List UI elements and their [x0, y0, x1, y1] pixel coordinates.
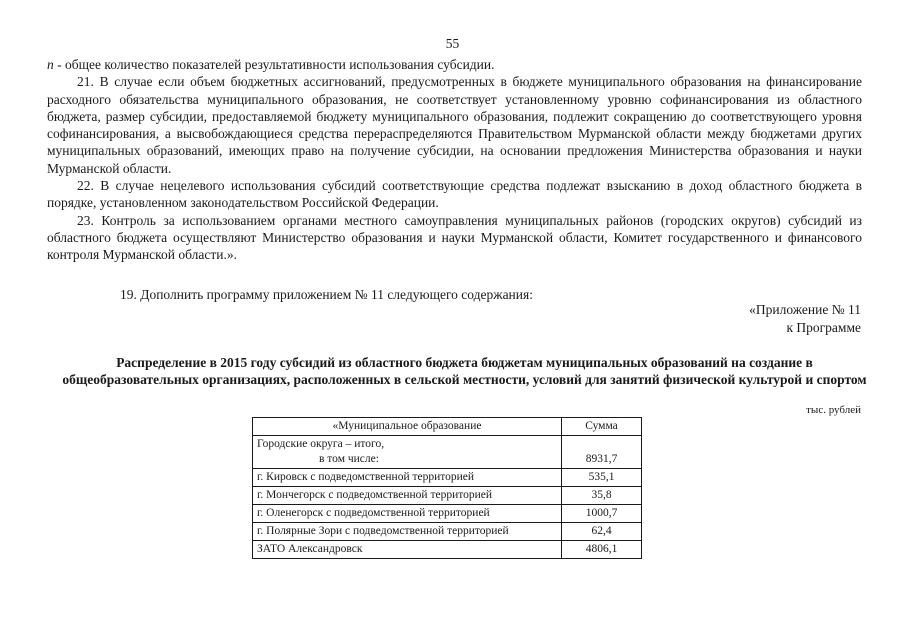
paragraph-22: 22. В случае нецелевого использования субсидий соответствующие средства подлежат взысканию в доход областного бюджета в порядке, установленном законодательством Российской Федерации.: [47, 178, 862, 211]
municipality-cell: ЗАТО Александровск: [253, 541, 562, 559]
total-name-cell: [253, 436, 562, 469]
municipality-cell: г. Полярные Зори с подведомственной территорией: [253, 523, 562, 541]
table-row: [253, 505, 642, 523]
units-label: тыс. рублей: [806, 404, 861, 416]
total-name-line1: Городские округа – итого,: [257, 438, 385, 450]
municipality-cell: г. Оленегорск с подведомственной территорией: [253, 505, 562, 523]
body-text: [47, 56, 862, 264]
table-row-total: [253, 436, 642, 469]
n-definition-text: - общее количество показателей результативности использования субсидии.: [53, 57, 495, 72]
municipality-cell: г. Мончегорск с подведомственной территорией: [253, 487, 562, 505]
header-sum: Сумма: [562, 418, 642, 436]
table-row: [253, 523, 642, 541]
n-symbol: n: [47, 57, 54, 72]
table-header-row: [253, 418, 642, 436]
allocation-table: [252, 417, 642, 559]
appendix-line-2: к Программе: [786, 320, 861, 335]
sum-cell: 535,1: [562, 469, 642, 487]
table-row: [253, 541, 642, 559]
page-number: 55: [445, 36, 460, 51]
sum-cell: 1000,7: [562, 505, 642, 523]
sum-cell: 4806,1: [562, 541, 642, 559]
appendix-header: [749, 301, 861, 337]
paragraph-23: 23. Контроль за использованием органами местного самоуправления муниципальных районов (городских округов) субсидий из областного бюджета осуществляют Министерство образования и науки Мурманской области, Комитет государственного и финансового контроля Мурманской области.».: [47, 212, 862, 263]
sum-cell: 35,8: [562, 487, 642, 505]
sum-cell: 62,4: [562, 523, 642, 541]
appendix-line-1: «Приложение № 11: [749, 302, 861, 317]
n-definition: [47, 56, 862, 73]
table-row: [253, 469, 642, 487]
total-sum-cell: 8931,7: [562, 436, 642, 469]
total-name-line2: в том числе:: [319, 453, 379, 465]
item-19: 19. Дополнить программу приложением № 11 следующего содержания:: [120, 287, 533, 302]
header-municipality: «Муниципальное образование: [253, 418, 562, 436]
paragraph-21: 21. В случае если объем бюджетных ассигнований, предусмотренных в бюджете муниципального образования на финансирование расходного обязательства муниципального образования, не соответствует установленному уровню софинансирования из областного бюджета, размер субсидии, предоставляемой бюджету муниципального образования, подлежит сокращению до соответствующего уровня софинансирования, а высвобождающиеся средства перераспределяются Правительством Мурманской области между бюджетами других муниципальных образований, имеющих право на получение субсидии, на основании предложения Министерства образования и науки Мурманской области.: [47, 74, 862, 176]
table-row: [253, 487, 642, 505]
document-title: Распределение в 2015 году субсидий из областного бюджета бюджетам муниципальных образований на создание в общеобразовательных организациях, расположенных в сельской местности, условий для занятий физической культурой и спортом: [62, 355, 867, 387]
municipality-cell: г. Кировск с подведомственной территорией: [253, 469, 562, 487]
